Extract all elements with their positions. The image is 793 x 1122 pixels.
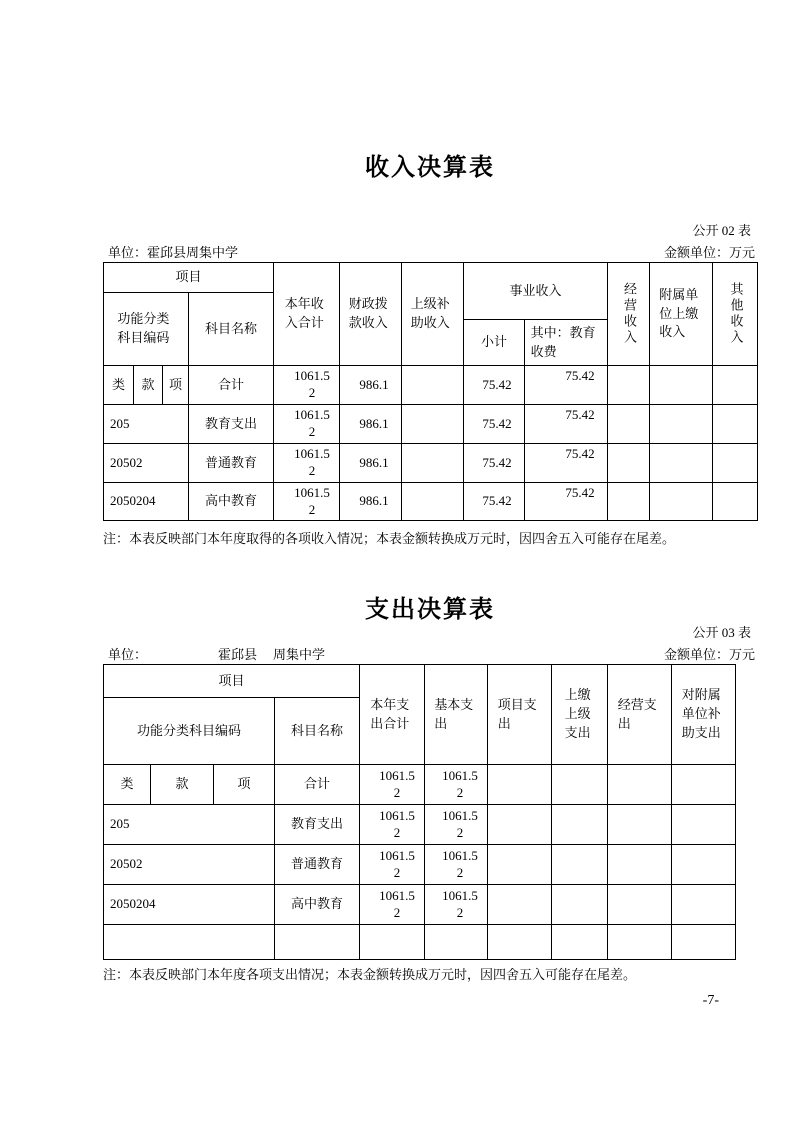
expense-unit-label: 单位： [108,647,148,662]
expense-row-20502 [104,845,736,885]
header-subsidy-expense: 对附属单位补助支出 [672,665,736,765]
cell-name: 教育支出 [275,805,360,845]
cell-project [488,925,552,960]
header-affiliated-income: 附属单位上缴收入 [650,263,713,366]
cell-code [104,925,275,960]
income-unit-row [108,242,757,260]
header-other-income: 其他收入 [713,263,758,366]
cell-name: 教育支出 [189,405,274,444]
cell-operating [608,444,650,483]
cell-superior [402,405,464,444]
cell-name: 高中教育 [275,885,360,925]
cell-subtotal: 75.42 [464,366,525,405]
cell-code: 20502 [104,845,275,885]
cell-name [275,925,360,960]
cell-total: 1061.52 [274,483,340,521]
cell-name: 合计 [189,366,274,405]
expense-amount-unit-label: 金额单位：万元 [663,647,755,662]
expense-note: 注：本表反映部门本年度各项支出情况；本表金额转换成万元时，因四舍五入可能存在尾差。 [103,967,637,982]
cell-superior [402,444,464,483]
expense-unit-school: 周集中学 [273,647,326,662]
header-fiscal-income: 财政拨款收入 [340,263,402,366]
cell-code: 205 [104,405,189,444]
cell-superior [402,483,464,521]
header-subject-name: 科目名称 [275,698,360,765]
cell-total [360,925,425,960]
expense-row-2050204 [104,885,736,925]
cell-total: 1061.52 [274,444,340,483]
cell-other [713,483,758,521]
cell-project [488,805,552,845]
income-row-20502 [104,444,758,483]
cell-affiliated [650,366,713,405]
cell-edu-fee: 75.42 [525,366,608,405]
income-doc-label: 公开 02 表 [692,223,751,238]
cell-code: 20502 [104,444,189,483]
header-item: 项 [214,765,275,805]
cell-operating [608,483,650,521]
header-superior-subsidy-income: 上级补助收入 [402,263,464,366]
cell-project [488,885,552,925]
cell-basic: 1061.52 [425,765,488,805]
cell-total: 1061.52 [274,366,340,405]
cell-affiliated [650,444,713,483]
income-table [103,262,758,521]
header-class: 类 [104,765,151,805]
cell-basic: 1061.52 [425,845,488,885]
expense-row-empty [104,925,736,960]
cell-affiliated [650,405,713,444]
cell-subsidy [672,885,736,925]
cell-operating [608,805,672,845]
expense-table [103,664,736,960]
cell-total: 1061.52 [360,845,425,885]
cell-code: 205 [104,805,275,845]
income-unit-label: 单位：霍邱县周集中学 [108,245,239,260]
cell-operating [608,845,672,885]
cell-fiscal: 986.1 [340,444,402,483]
cell-superior [552,765,608,805]
header-section: 款 [134,366,163,405]
cell-operating [608,885,672,925]
header-basic-expense: 基本支出 [425,665,488,765]
cell-name: 普通教育 [275,845,360,885]
header-total-expense: 本年支出合计 [360,665,425,765]
expense-title: 支出决算表 [365,595,495,623]
cell-other [713,405,758,444]
cell-basic: 1061.52 [425,885,488,925]
header-item: 项 [163,366,189,405]
expense-doc-label: 公开 03 表 [692,625,751,640]
expense-row-total [104,765,736,805]
cell-subtotal: 75.42 [464,405,525,444]
cell-superior [552,925,608,960]
cell-name: 普通教育 [189,444,274,483]
cell-total: 1061.52 [360,765,425,805]
cell-superior [402,366,464,405]
cell-edu-fee: 75.42 [525,444,608,483]
header-section: 款 [151,765,214,805]
cell-total: 1061.52 [274,405,340,444]
cell-superior [552,845,608,885]
header-business-income: 事业收入 [464,263,608,320]
page-number: -7- [702,993,719,1008]
income-note: 注：本表反映部门本年度取得的各项收入情况；本表金额转换成万元时，因四舍五入可能存在尾差。 [103,531,676,546]
cell-fiscal: 986.1 [340,405,402,444]
cell-superior [552,805,608,845]
cell-code: 2050204 [104,885,275,925]
cell-basic: 1061.52 [425,805,488,845]
cell-total: 1061.52 [360,885,425,925]
income-row-2050204 [104,483,758,521]
header-operating-expense: 经营支出 [608,665,672,765]
cell-name: 高中教育 [189,483,274,521]
cell-total: 1061.52 [360,805,425,845]
cell-edu-fee: 75.42 [525,483,608,521]
header-subtotal: 小计 [464,320,525,366]
cell-operating [608,765,672,805]
header-class: 类 [104,366,134,405]
cell-fiscal: 986.1 [340,483,402,521]
header-operating-income: 经营收入 [608,263,650,366]
header-func-code: 功能分类科目编码 [104,698,275,765]
cell-code: 2050204 [104,483,189,521]
income-row-205 [104,405,758,444]
header-func-code: 功能分类科目编码 [104,293,189,366]
cell-other [713,366,758,405]
header-project-expense: 项目支出 [488,665,552,765]
header-project: 项目 [104,665,360,698]
income-title: 收入决算表 [365,153,495,181]
cell-subtotal: 75.42 [464,444,525,483]
header-superior-expense: 上缴上级支出 [552,665,608,765]
expense-unit-row [108,644,757,662]
cell-fiscal: 986.1 [340,366,402,405]
cell-name: 合计 [275,765,360,805]
cell-project [488,845,552,885]
income-amount-unit-label: 金额单位：万元 [663,245,755,260]
header-education-fees: 其中：教育收费 [525,320,608,366]
expense-unit-county: 霍邱县 [218,647,258,662]
cell-subsidy [672,845,736,885]
cell-subsidy [672,765,736,805]
cell-subtotal: 75.42 [464,483,525,521]
cell-edu-fee: 75.42 [525,405,608,444]
cell-affiliated [650,483,713,521]
header-total-income: 本年收入合计 [274,263,340,366]
cell-operating [608,366,650,405]
cell-other [713,444,758,483]
cell-superior [552,885,608,925]
income-row-total [104,366,758,405]
cell-subsidy [672,805,736,845]
header-project: 项目 [104,263,274,293]
cell-subsidy [672,925,736,960]
expense-row-205 [104,805,736,845]
cell-project [488,765,552,805]
cell-operating [608,925,672,960]
cell-operating [608,405,650,444]
header-subject-name: 科目名称 [189,293,274,366]
cell-basic [425,925,488,960]
